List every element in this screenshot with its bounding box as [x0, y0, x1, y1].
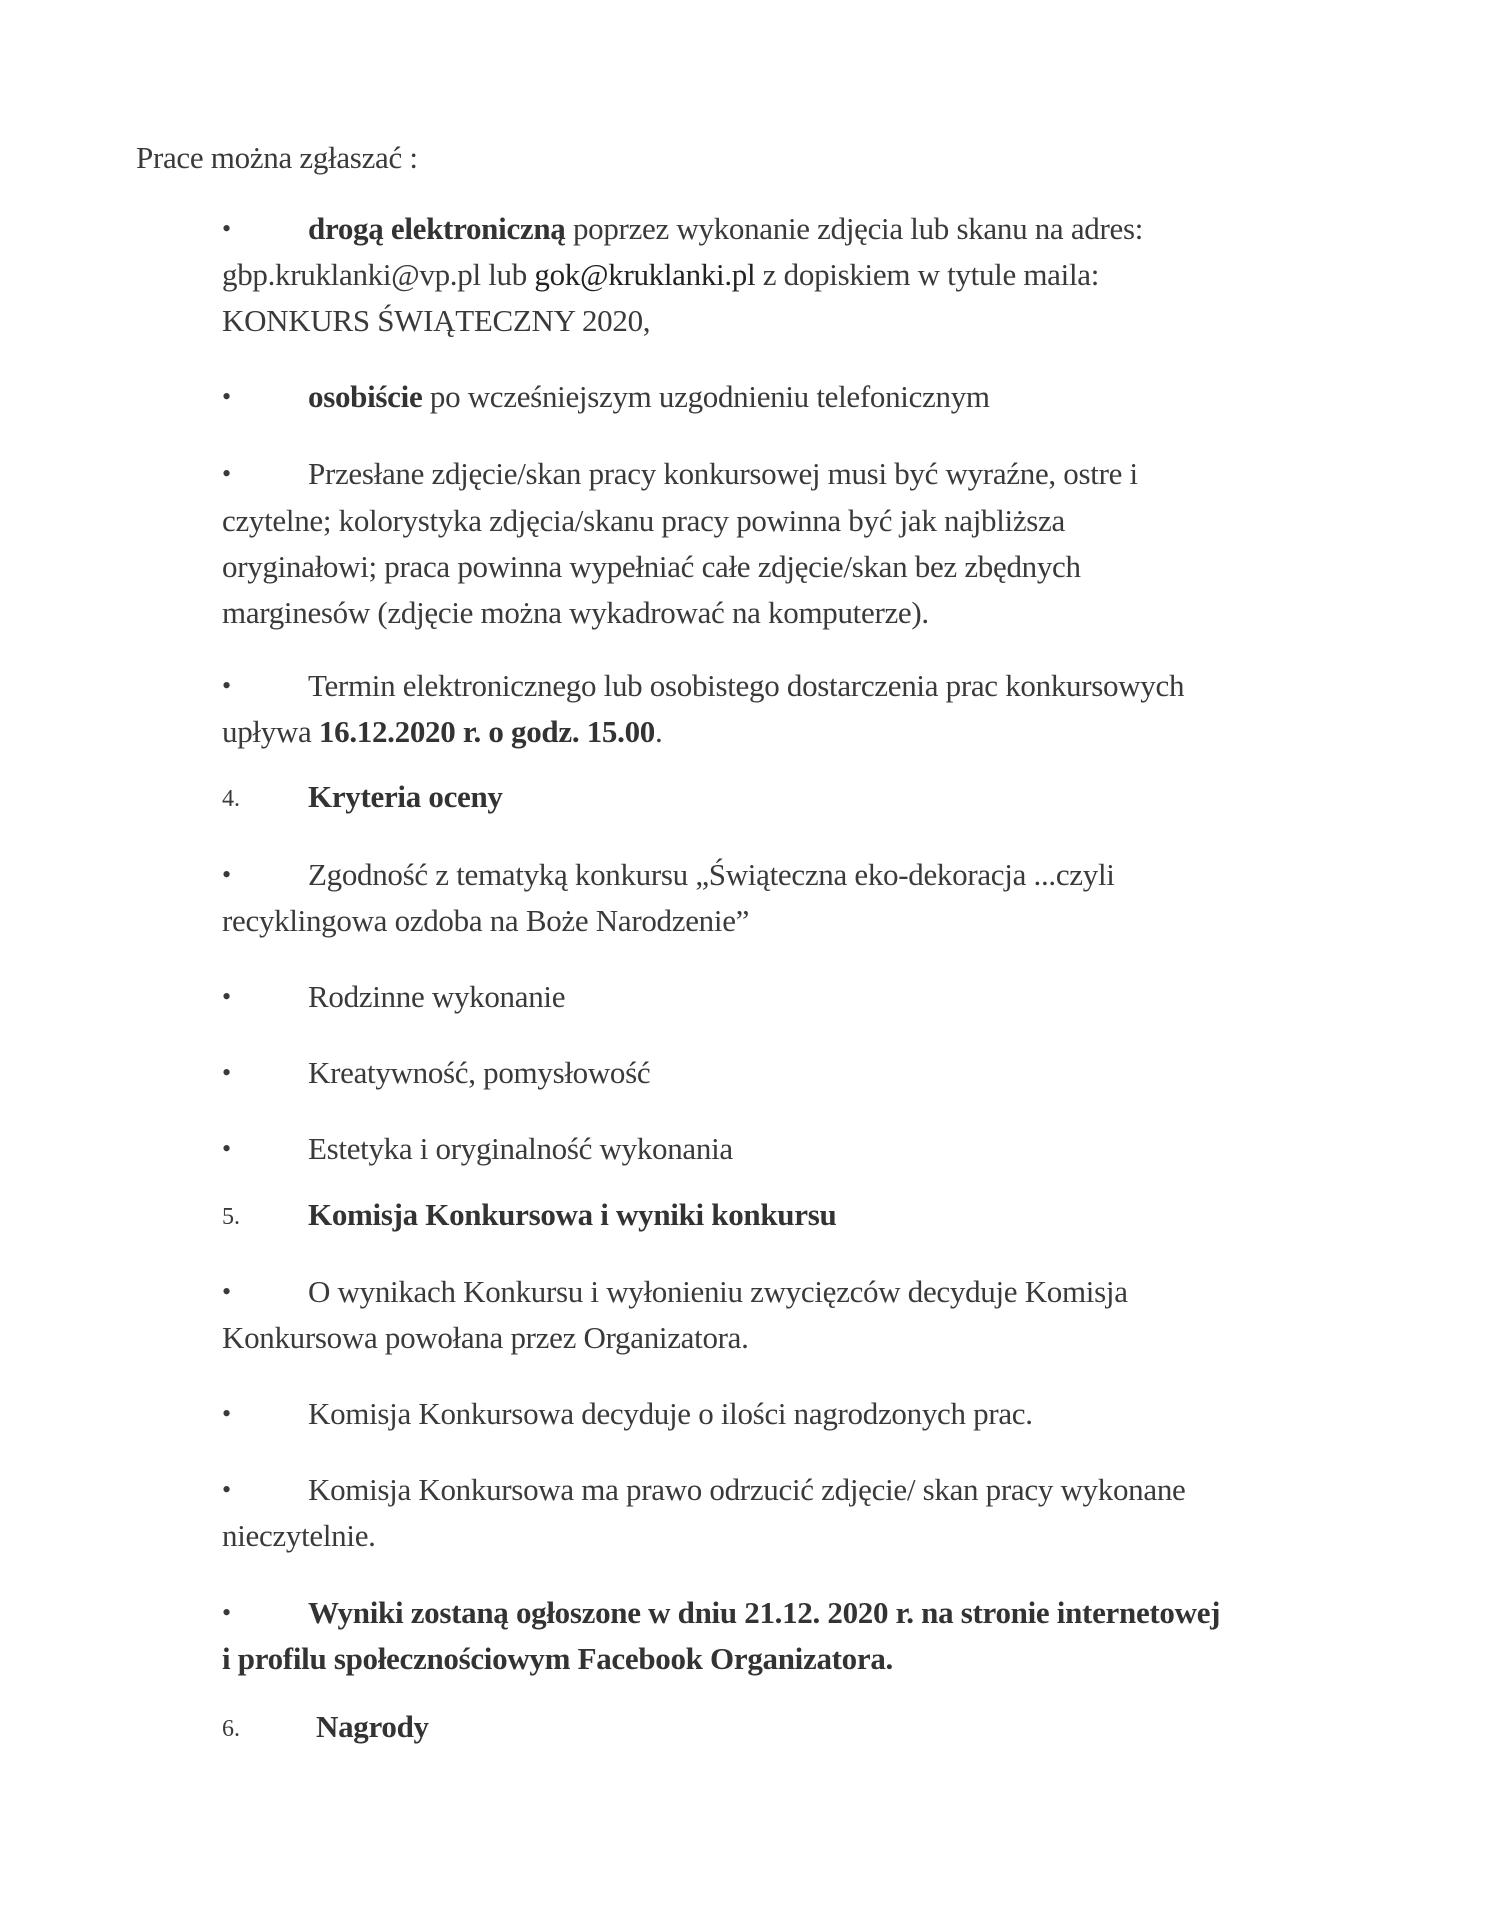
bullet-icon: •	[222, 459, 232, 488]
bullet-icon: •	[222, 982, 232, 1011]
section-6-title: Nagrody	[316, 1709, 429, 1744]
bullet-icon: •	[222, 1134, 232, 1163]
criteria-item-1-line2: recyklingowa ozdoba na Boże Narodzenie”	[222, 903, 750, 938]
quality-line1: Przesłane zdjęcie/skan pracy konkursowej musi być wyraźne, ostre i	[308, 456, 1138, 491]
section-5-number: 5.	[222, 1204, 240, 1230]
deadline-line1: Termin elektronicznego lub osobistego dostarczenia prac konkursowych	[308, 668, 1185, 703]
section-5-title: Komisja Konkursowa i wyniki konkursu	[308, 1197, 837, 1232]
criteria-item-3: Kreatywność, pomysłowość	[308, 1055, 651, 1090]
committee-item-4-line2: i profilu społecznościowym Facebook Organizatora.	[222, 1641, 893, 1676]
submission-electronic-bold: drogą elektroniczną	[308, 211, 566, 246]
committee-item-1-line1: O wynikach Konkursu i wyłonieniu zwycięzców decyduje Komisja	[308, 1274, 1128, 1309]
bullet-icon: •	[222, 1277, 232, 1306]
submission-electronic-line2: gbp.kruklanki@vp.pl lub gok@kruklanki.pl z dopiskiem w tytule maila:	[222, 257, 1100, 292]
bullet-icon: •	[222, 671, 232, 700]
criteria-item-1-line1: Zgodność z tematyką konkursu „Świąteczna eko-dekoracja ...czyli	[308, 857, 1115, 892]
committee-item-3-line2: nieczytelnie.	[222, 1518, 376, 1553]
committee-item-3-line1: Komisja Konkursowa ma prawo odrzucić zdjęcie/ skan pracy wykonane	[308, 1472, 1186, 1507]
bullet-icon: •	[222, 1058, 232, 1087]
bullet-icon: •	[222, 860, 232, 889]
quality-line3: oryginałowi; praca powinna wypełniać całe zdjęcie/skan bez zbędnych	[222, 549, 1081, 584]
deadline-date: 16.12.2020 r. o godz. 15.00	[318, 714, 655, 749]
submission-personal: osobiście po wcześniejszym uzgodnieniu telefonicznym	[308, 379, 990, 414]
section-4-number: 4.	[222, 786, 240, 812]
committee-item-1-line2: Konkursowa powołana przez Organizatora.	[222, 1320, 749, 1355]
submission-electronic-line3: KONKURS ŚWIĄTECZNY 2020,	[222, 303, 651, 338]
bullet-icon: •	[222, 214, 232, 243]
committee-item-4-line1: Wyniki zostaną ogłoszone w dniu 21.12. 2020 r. na stronie internetowej	[308, 1595, 1221, 1630]
criteria-item-2: Rodzinne wykonanie	[308, 979, 566, 1014]
submission-electronic-line1: drogą elektroniczną poprzez wykonanie zdjęcia lub skanu na adres:	[308, 211, 1144, 246]
bullet-icon: •	[222, 1475, 232, 1504]
bullet-icon: •	[222, 382, 232, 411]
deadline-line2: upływa 16.12.2020 r. o godz. 15.00.	[222, 714, 663, 749]
criteria-item-4: Estetyka i oryginalność wykonania	[308, 1131, 733, 1166]
intro-text: Prace można zgłaszać :	[136, 140, 418, 175]
quality-line4: marginesów (zdjęcie można wykadrować na komputerze).	[222, 595, 929, 630]
quality-line2: czytelne; kolorystyka zdjęcia/skanu pracy powinna być jak najbliższa	[222, 503, 1065, 538]
bullet-icon: •	[222, 1598, 232, 1627]
email-link[interactable]: gok@kruklanki.pl	[534, 257, 756, 292]
section-4-title: Kryteria oceny	[308, 779, 503, 814]
committee-item-2: Komisja Konkursowa decyduje o ilości nagrodzonych prac.	[308, 1396, 1033, 1431]
section-6-number: 6.	[222, 1716, 240, 1742]
bullet-icon: •	[222, 1399, 232, 1428]
